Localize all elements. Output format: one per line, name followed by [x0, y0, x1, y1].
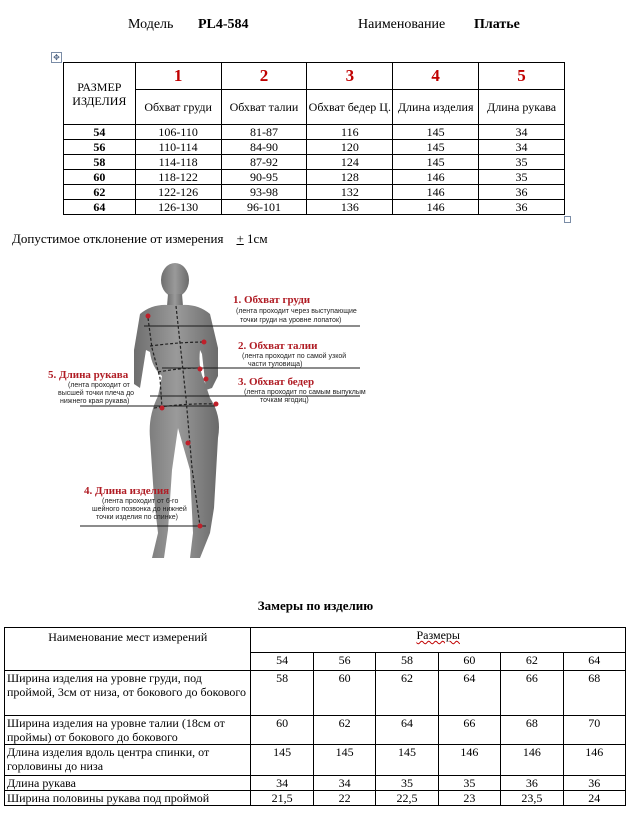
size-table-corner: РАЗМЕР ИЗДЕЛИЯ: [64, 63, 136, 125]
measure-value-cell: 66: [438, 716, 500, 745]
column-label: Длина изделия: [393, 90, 479, 125]
measure-row: [5, 745, 626, 776]
column-number: 3: [307, 63, 393, 90]
column-label: Обхват груди: [135, 90, 221, 125]
value-cell: 132: [307, 185, 393, 200]
measure-value-cell: 68: [563, 671, 625, 716]
value-cell: 146: [393, 170, 479, 185]
size-row: [64, 185, 565, 200]
measure-value-cell: 34: [251, 776, 313, 791]
hips-desc-1: (лента проходит по самым выпуклым: [244, 389, 366, 396]
chest-label: 1. Обхват груди: [233, 294, 311, 306]
name-value: Платье: [474, 17, 520, 32]
measure-value-cell: 22: [313, 791, 375, 806]
measure-value-cell: 145: [376, 745, 438, 776]
table-resize-handle[interactable]: [564, 216, 571, 223]
measure-value-cell: 36: [563, 776, 625, 791]
column-label: Обхват бедер Ц.: [307, 90, 393, 125]
size-header-cell: 60: [438, 652, 500, 670]
size-cell: 60: [64, 170, 136, 185]
measure-name-cell: Длина изделия вдоль центра спинки, от горловины до низа: [5, 745, 251, 776]
measure-value-cell: 35: [438, 776, 500, 791]
column-number: 1: [135, 63, 221, 90]
value-cell: 124: [307, 155, 393, 170]
size-row: [64, 125, 565, 140]
size-cell: 64: [64, 200, 136, 215]
value-cell: 110-114: [135, 140, 221, 155]
length-label: 4. Длина изделия: [84, 485, 170, 497]
value-cell: 35: [479, 155, 565, 170]
tolerance-note: [12, 231, 268, 247]
size-row: [64, 170, 565, 185]
measure-value-cell: 62: [376, 671, 438, 716]
value-cell: 145: [393, 125, 479, 140]
measure-value-cell: 34: [313, 776, 375, 791]
measure-value-cell: 64: [438, 671, 500, 716]
waist-desc-2: части туловища): [248, 361, 303, 368]
measure-table-title: Замеры по изделию: [257, 598, 374, 613]
size-cell: 54: [64, 125, 136, 140]
measure-value-cell: 36: [501, 776, 563, 791]
size-header-cell: 62: [501, 652, 563, 670]
value-cell: 36: [479, 200, 565, 215]
measure-value-cell: 23,5: [501, 791, 563, 806]
value-cell: 128: [307, 170, 393, 185]
value-cell: 93-98: [221, 185, 307, 200]
waist-desc-1: (лента проходит по самой узкой: [242, 353, 347, 360]
tolerance-value: 1см: [247, 231, 268, 246]
size-row: [64, 140, 565, 155]
measure-value-cell: 70: [563, 716, 625, 745]
length-desc-3: точки изделия по спинке): [96, 514, 178, 521]
length-desc-2: шейного позвонка до нижней: [92, 506, 187, 513]
column-label: Длина рукава: [479, 90, 565, 125]
value-cell: 34: [479, 125, 565, 140]
value-cell: 120: [307, 140, 393, 155]
measure-value-cell: 146: [438, 745, 500, 776]
value-cell: 84-90: [221, 140, 307, 155]
measure-value-cell: 64: [376, 716, 438, 745]
size-cell: 58: [64, 155, 136, 170]
measure-row: [5, 716, 626, 745]
model-label: Модель: [128, 17, 174, 32]
measure-value-cell: 58: [251, 671, 313, 716]
column-label: Обхват талии: [221, 90, 307, 125]
value-cell: 90-95: [221, 170, 307, 185]
measure-head-name: Наименование мест измерений: [5, 628, 251, 671]
measure-table: [4, 627, 626, 806]
value-cell: 34: [479, 140, 565, 155]
measure-name-cell: Длина рукава: [5, 776, 251, 791]
chest-desc-2: точки груди на уровне лопаток): [240, 317, 342, 324]
name-label: Наименование: [358, 17, 446, 32]
size-row: [64, 155, 565, 170]
measure-value-cell: 35: [376, 776, 438, 791]
measure-value-cell: 145: [251, 745, 313, 776]
size-header-cell: 58: [376, 652, 438, 670]
measure-value-cell: 146: [563, 745, 625, 776]
measure-row: [5, 776, 626, 791]
value-cell: 116: [307, 125, 393, 140]
hips-label: 3. Обхват бедер: [238, 376, 315, 388]
table-move-handle-icon[interactable]: ✥: [51, 52, 62, 63]
sleeve-desc-1: (лента проходит от: [68, 382, 130, 389]
measure-value-cell: 145: [313, 745, 375, 776]
value-cell: 36: [479, 185, 565, 200]
value-cell: 145: [393, 155, 479, 170]
value-cell: 146: [393, 200, 479, 215]
hips-desc-2: точкам ягодиц): [260, 397, 309, 404]
measure-value-cell: 66: [501, 671, 563, 716]
column-number: 4: [393, 63, 479, 90]
value-cell: 126-130: [135, 200, 221, 215]
size-cell: 62: [64, 185, 136, 200]
measurement-figure: [40, 258, 380, 563]
measure-name-cell: Ширина изделия на уровне груди, под проймой, 3см от низа, от бокового до бокового: [5, 671, 251, 716]
column-number: 2: [221, 63, 307, 90]
value-cell: 114-118: [135, 155, 221, 170]
measure-row: [5, 671, 626, 716]
value-cell: 136: [307, 200, 393, 215]
measure-value-cell: 24: [563, 791, 625, 806]
measure-value-cell: 60: [313, 671, 375, 716]
size-header-cell: 54: [251, 652, 313, 670]
sleeve-label: 5. Длина рукава: [48, 369, 129, 381]
measure-value-cell: 62: [313, 716, 375, 745]
value-cell: 35: [479, 170, 565, 185]
measure-value-cell: 68: [501, 716, 563, 745]
column-number: 5: [479, 63, 565, 90]
value-cell: 96-101: [221, 200, 307, 215]
value-cell: 122-126: [135, 185, 221, 200]
value-cell: 81-87: [221, 125, 307, 140]
waist-label: 2. Обхват талии: [238, 340, 318, 352]
value-cell: 145: [393, 140, 479, 155]
value-cell: 146: [393, 185, 479, 200]
measure-value-cell: 22,5: [376, 791, 438, 806]
measure-head-sizes: [251, 628, 626, 653]
size-header-cell: 64: [563, 652, 625, 670]
sleeve-desc-2: высшей точки плеча до: [58, 390, 135, 397]
tolerance-text: Допустимое отклонение от измерения: [12, 231, 224, 246]
sleeve-desc-3: нижнего края рукава): [60, 398, 130, 405]
size-row: [64, 200, 565, 215]
length-desc-1: (лента проходит от 6-го: [102, 498, 179, 505]
value-cell: 87-92: [221, 155, 307, 170]
measure-value-cell: 21,5: [251, 791, 313, 806]
measure-value-cell: 60: [251, 716, 313, 745]
sizes-heading: Размеры: [416, 628, 460, 642]
value-cell: 118-122: [135, 170, 221, 185]
size-cell: 56: [64, 140, 136, 155]
measure-value-cell: 23: [438, 791, 500, 806]
plus-minus-sign: +: [236, 231, 244, 246]
measure-name-cell: Ширина половины рукава под проймой: [5, 791, 251, 806]
chest-desc-1: (лента проходит через выступающие: [236, 308, 357, 315]
size-table: [63, 62, 565, 215]
measure-name-cell: Ширина изделия на уровне талии (18см от проймы) от бокового до бокового: [5, 716, 251, 745]
model-value: PL4-584: [198, 17, 249, 32]
measure-row: [5, 791, 626, 806]
value-cell: 106-110: [135, 125, 221, 140]
size-header-cell: 56: [313, 652, 375, 670]
measure-value-cell: 146: [501, 745, 563, 776]
